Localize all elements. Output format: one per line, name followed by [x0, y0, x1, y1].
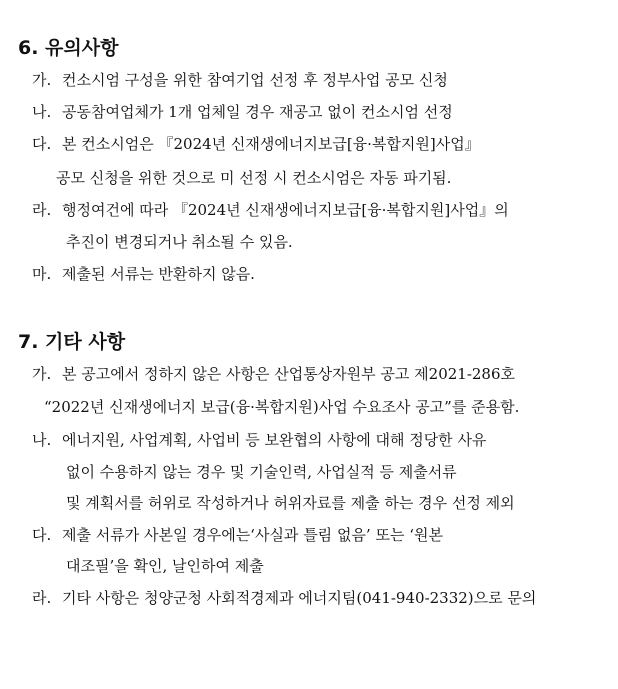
- other-section-heading: 7. 기타 사항: [18, 331, 126, 353]
- list-item-text: 추진이 변경되거나 취소될 수 있음.: [66, 233, 293, 251]
- list-item-text: 제출 서류가 사본일 경우에는‘사실과 틀림 없음’ 또는 ‘원본: [62, 526, 443, 544]
- list-item-text: 기타 사항은 청양군청 사회적경제과 에너지팀(041-940-2332)으로 문의: [62, 589, 537, 607]
- list-marker: 라.: [32, 201, 52, 219]
- list-marker: 다.: [32, 526, 52, 544]
- list-marker: 가.: [32, 71, 52, 89]
- list-item-text: 공동참여업체가 1개 업체일 경우 재공고 없이 컨소시엄 선정: [62, 103, 453, 121]
- list-marker: 나.: [32, 103, 52, 121]
- list-marker: 다.: [32, 135, 52, 153]
- list-marker: 가.: [32, 365, 52, 383]
- list-item-text: 행정여건에 따라 『2024년 신재생에너지보급[융·복합지원]사업』의: [62, 201, 509, 219]
- list-marker: 마.: [32, 265, 52, 283]
- list-item-text: 없이 수용하지 않는 경우 및 기술인력, 사업실적 등 제출서류: [66, 463, 457, 481]
- notes-section-heading: 6. 유의사항: [18, 37, 119, 59]
- list-item-text: 대조필’을 확인, 날인하여 제출: [66, 557, 264, 575]
- list-item-text: 본 컨소시엄은 『2024년 신재생에너지보급[융·복합지원]사업』: [62, 135, 480, 153]
- list-item-text: 공모 신청을 위한 것으로 미 선정 시 컨소시엄은 자동 파기됨.: [56, 169, 452, 187]
- list-marker: 나.: [32, 431, 52, 449]
- list-item-text: 에너지원, 사업계획, 사업비 등 보완협의 사항에 대해 정당한 사유: [62, 431, 487, 449]
- list-item-text: 컨소시엄 구성을 위한 참여기업 선정 후 정부사업 공모 신청: [62, 71, 448, 89]
- list-marker: 라.: [32, 589, 52, 607]
- list-item-text: 및 계획서를 허위로 작성하거나 허위자료를 제출 하는 경우 선정 제외: [66, 494, 515, 512]
- list-item-text: 제출된 서류는 반환하지 않음.: [62, 265, 255, 283]
- list-item-text: 본 공고에서 정하지 않은 사항은 산업통상자원부 공고 제2021-286호: [62, 365, 516, 383]
- list-item-text: “2022년 신재생에너지 보급(융·복합지원)사업 수요조사 공고”를 준용함.: [44, 398, 520, 416]
